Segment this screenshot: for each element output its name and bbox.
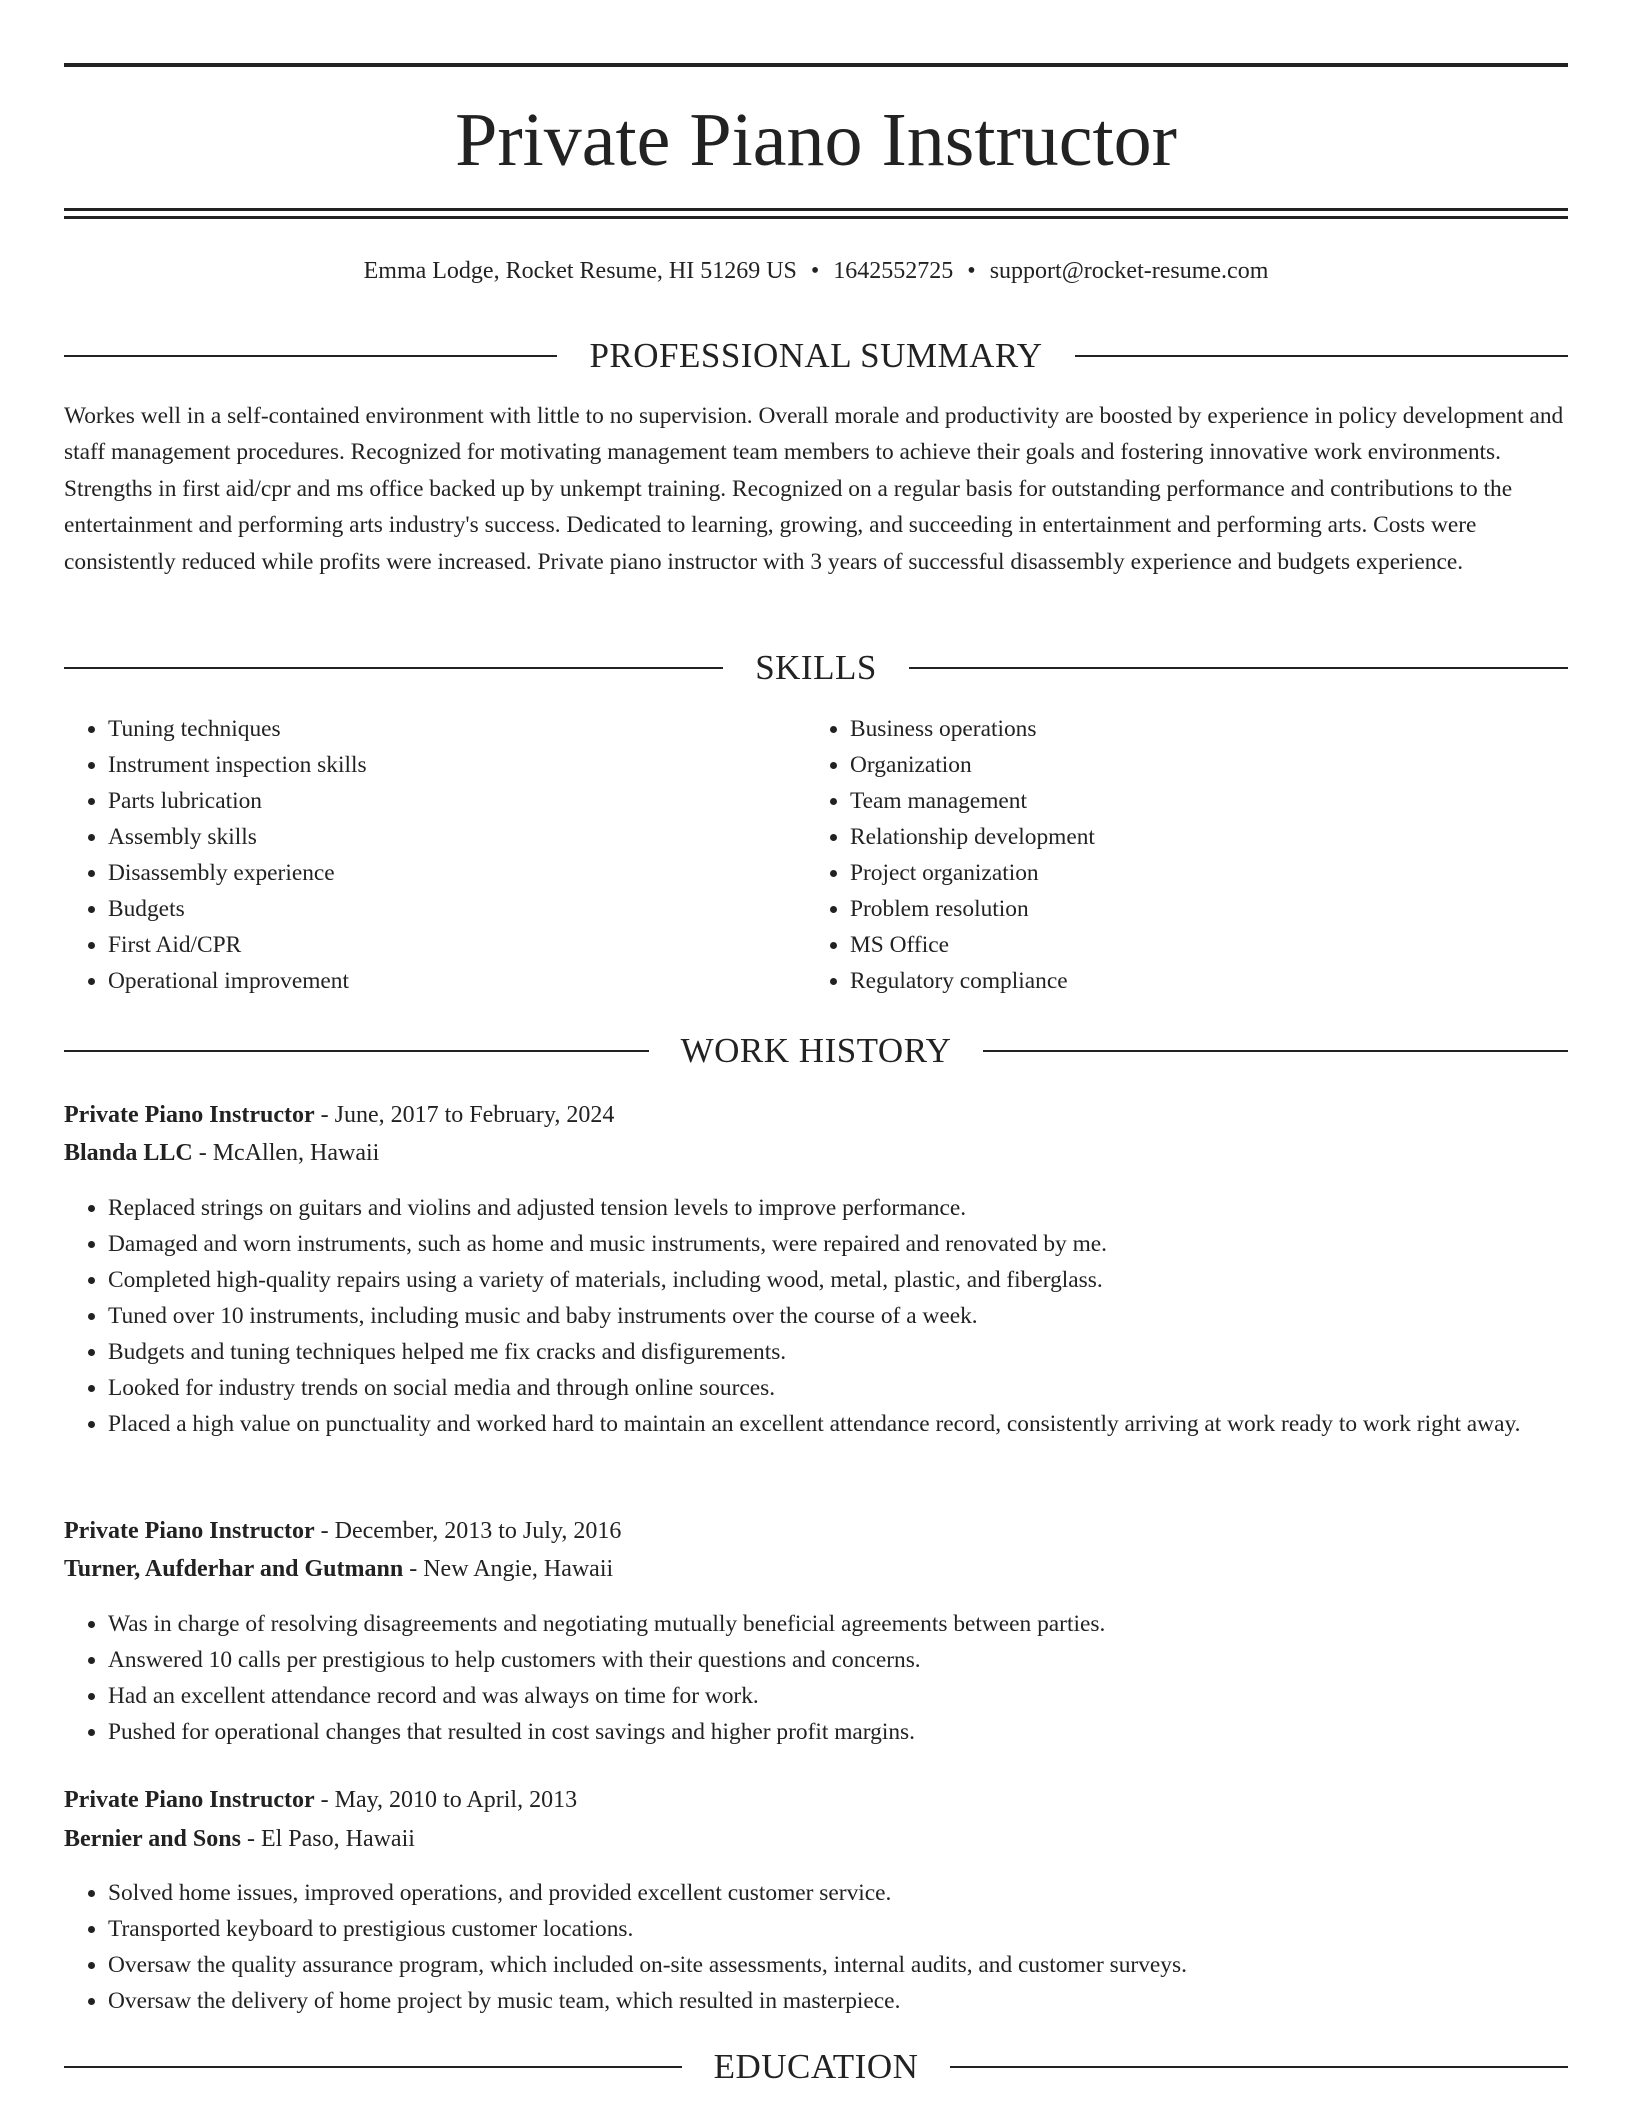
skill-item: • Organization <box>850 747 1506 783</box>
job-company-line: Bernier and Sons - El Paso, Hawaii <box>64 1826 415 1852</box>
top-rule <box>64 63 1568 67</box>
skill-item: • Tuning techniques <box>108 711 764 747</box>
skill-item: • Team management <box>850 783 1506 819</box>
section-heading-summary <box>64 336 1568 376</box>
job-bullet: • Pushed for operational changes that resulted in cost savings and higher profit margins. <box>108 1714 1568 1750</box>
skill-item: • Parts lubrication <box>108 783 764 819</box>
skills-column-right <box>806 711 1506 999</box>
job-bullet: • Looked for industry trends on social media and through online sources. <box>108 1370 1568 1406</box>
heading-rule-right <box>909 667 1568 669</box>
job-company: Turner, Aufderhar and Gutmann <box>64 1556 404 1582</box>
job-duties <box>64 1606 1568 1750</box>
title-rule-upper <box>64 208 1568 211</box>
job-bullet: • Had an excellent attendance record and was always on time for work. <box>108 1678 1568 1714</box>
skill-item: • First Aid/CPR <box>108 927 764 963</box>
heading-rule-right <box>1075 355 1568 357</box>
job-bullet: • Placed a high value on punctuality and worked hard to maintain an excellent attendance record, consistently arriving at work ready to work right away. <box>108 1406 1568 1442</box>
job-title-line: Private Piano Instructor - May, 2010 to April, 2013 <box>64 1787 578 1813</box>
job-title: Private Piano Instructor <box>64 1518 315 1544</box>
skill-item: • Regulatory compliance <box>850 963 1506 999</box>
job-bullet-list <box>64 1190 1568 1442</box>
job-company-line: Turner, Aufderhar and Gutmann - New Angie, Hawaii <box>64 1556 614 1582</box>
contact-separator: • <box>810 258 820 284</box>
job-bullet: • Damaged and worn instruments, such as home and music instruments, were repaired and renovated by me. <box>108 1226 1568 1262</box>
job-bullet: • Replaced strings on guitars and violins and adjusted tension levels to improve performance. <box>108 1190 1568 1226</box>
skill-item: • Instrument inspection skills <box>108 747 764 783</box>
section-title: EDUCATION <box>713 2047 919 2086</box>
job-bullet: • Was in charge of resolving disagreements and negotiating mutually beneficial agreements between parties. <box>108 1606 1568 1642</box>
skills-list-right <box>806 711 1506 999</box>
section-title: WORK HISTORY <box>680 1031 952 1070</box>
skill-item: • Assembly skills <box>108 819 764 855</box>
job-bullet: • Solved home issues, improved operations, and provided excellent customer service. <box>108 1875 1568 1911</box>
job-bullet: • Oversaw the quality assurance program, which included on-site assessments, internal audits, and customer surveys. <box>108 1947 1568 1983</box>
skill-item: • Business operations <box>850 711 1506 747</box>
job-dates: December, 2013 to July, 2016 <box>334 1518 622 1544</box>
skill-item: • Relationship development <box>850 819 1506 855</box>
heading-rule-left <box>64 1050 649 1052</box>
job-bullet: • Answered 10 calls per prestigious to help customers with their questions and concerns. <box>108 1642 1568 1678</box>
contact-address: Emma Lodge, Rocket Resume, HI 51269 US <box>363 258 797 284</box>
job-bullet: • Transported keyboard to prestigious customer locations. <box>108 1911 1568 1947</box>
job-title: Private Piano Instructor <box>64 1102 315 1128</box>
heading-rule-left <box>64 2066 682 2068</box>
heading-rule-left <box>64 667 723 669</box>
skill-item: • Operational improvement <box>108 963 764 999</box>
job-location: McAllen, Hawaii <box>212 1140 380 1166</box>
summary-text: Workes well in a self-contained environment with little to no supervision. Overall morale and productivity are boosted by experience in policy development and staff management procedures. Recognized for motivating management team members to achieve their goals and fostering innovative work environments. Strengths in first aid/cpr and ms office backed up by unkempt training. Recognized on a regular basis for outstanding performance and contributions to the entertainment and performing arts industry's success. Dedicated to learning, growing, and succeeding in entertainment and performing arts. Costs were consistently reduced while profits were increased. Private piano instructor with 3 years of successful disassembly experience and budgets experience. <box>64 403 1564 575</box>
heading-rule-right <box>950 2066 1568 2068</box>
skill-item: • MS Office <box>850 927 1506 963</box>
heading-rule-right <box>983 1050 1568 1052</box>
job-bullet: • Tuned over 10 instruments, including music and baby instruments over the course of a week. <box>108 1298 1568 1334</box>
section-heading-education <box>64 2047 1568 2087</box>
job-dates: May, 2010 to April, 2013 <box>334 1787 578 1813</box>
job-bullet: • Budgets and tuning techniques helped me fix cracks and disfigurements. <box>108 1334 1568 1370</box>
job-title-line: Private Piano Instructor - June, 2017 to February, 2024 <box>64 1102 615 1128</box>
contact-line <box>64 254 1568 288</box>
job-dates: June, 2017 to February, 2024 <box>334 1102 615 1128</box>
skill-item: • Budgets <box>108 891 764 927</box>
title-rule-lower <box>64 216 1568 219</box>
section-heading-skills <box>64 648 1568 688</box>
job-company: Blanda LLC <box>64 1140 193 1166</box>
skills-list-left <box>64 711 764 999</box>
job-bullet-list <box>64 1606 1568 1750</box>
section-heading-work-history <box>64 1031 1568 1071</box>
job-bullet-list <box>64 1875 1568 2019</box>
job-title-line: Private Piano Instructor - December, 2013 to July, 2016 <box>64 1518 622 1544</box>
job-location: New Angie, Hawaii <box>423 1556 614 1582</box>
job-title: Private Piano Instructor <box>64 1787 315 1813</box>
job-bullet: • Oversaw the delivery of home project by music team, which resulted in masterpiece. <box>108 1983 1568 2019</box>
skill-item: • Problem resolution <box>850 891 1506 927</box>
skill-item: • Disassembly experience <box>108 855 764 891</box>
contact-email: support@rocket-resume.com <box>989 258 1269 284</box>
section-title: SKILLS <box>755 648 877 687</box>
job-bullet: • Completed high-quality repairs using a variety of materials, including wood, metal, plastic, and fiberglass. <box>108 1262 1568 1298</box>
resume-title: Private Piano Instructor <box>455 98 1177 182</box>
section-title: PROFESSIONAL SUMMARY <box>589 336 1043 375</box>
heading-rule-left <box>64 355 557 357</box>
contact-phone: 1642552725 <box>833 258 954 284</box>
job-company-line: Blanda LLC - McAllen, Hawaii <box>64 1140 380 1166</box>
job-duties <box>64 1875 1568 2019</box>
job-duties <box>64 1190 1568 1442</box>
skills-column-left <box>64 711 764 999</box>
skill-item: • Project organization <box>850 855 1506 891</box>
job-company: Bernier and Sons <box>64 1826 241 1852</box>
contact-separator: • <box>967 258 976 284</box>
job-location: El Paso, Hawaii <box>260 1826 415 1852</box>
